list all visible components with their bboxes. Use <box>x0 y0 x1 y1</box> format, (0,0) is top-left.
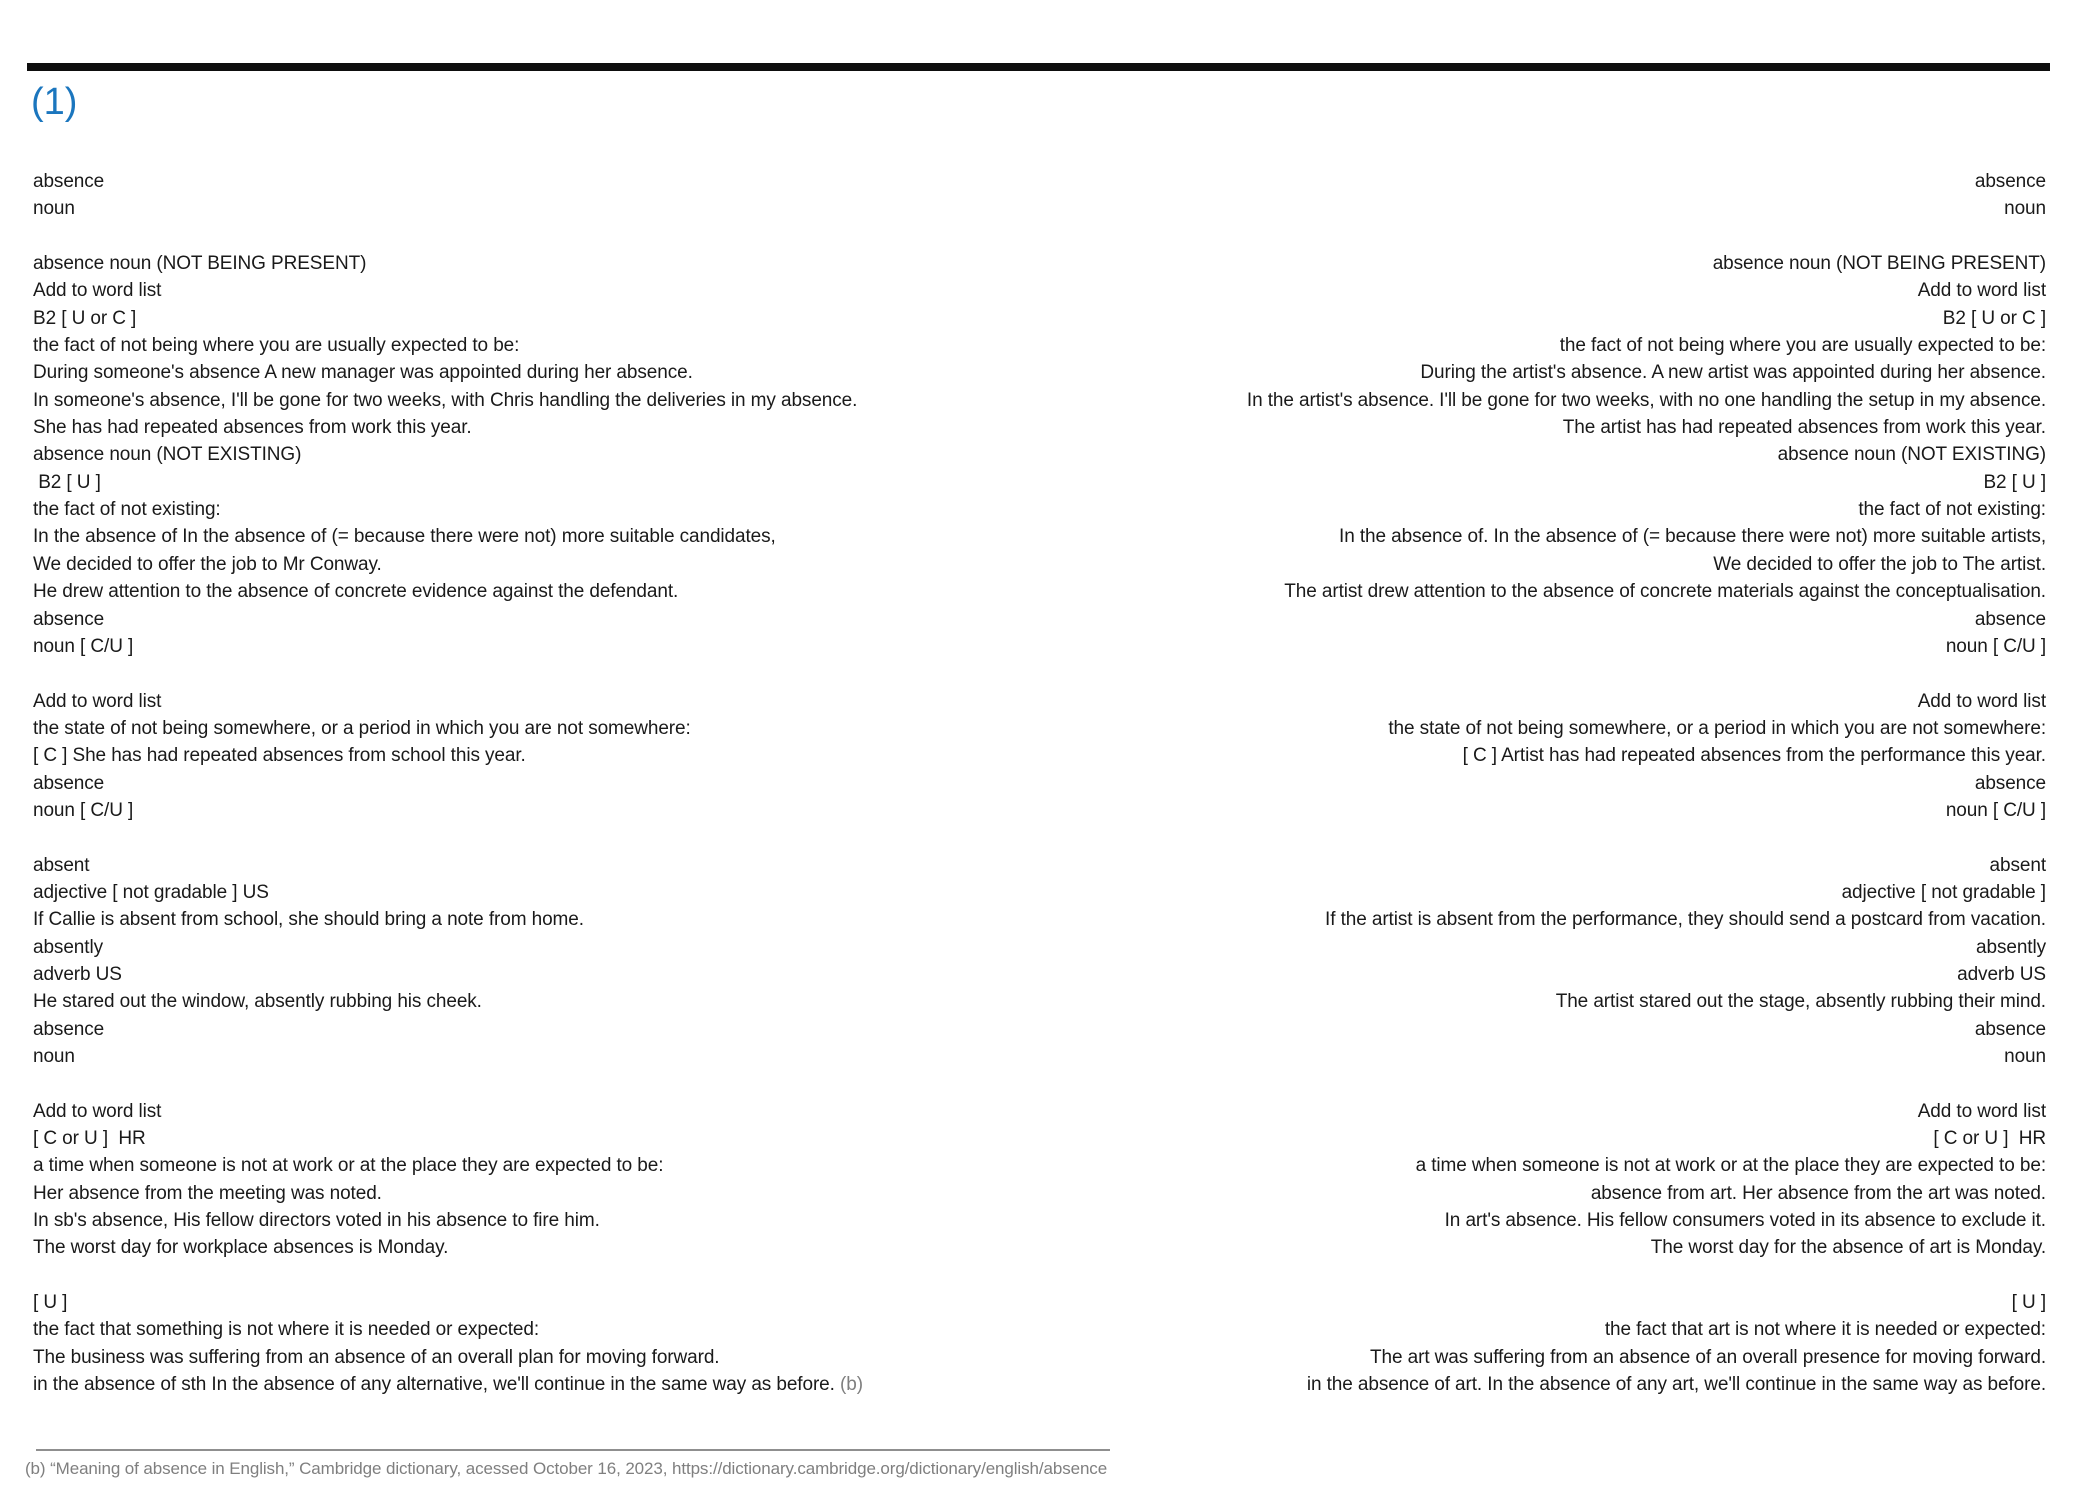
text-line: If Callie is absent from school, she should bring a note from home. <box>33 909 584 931</box>
text-line: She has had repeated absences from work this year. <box>33 417 472 439</box>
text-line: absence <box>1974 608 2046 630</box>
text-line: The business was suffering from an absence of an overall plan for moving forward. <box>33 1346 720 1368</box>
text-line: If the artist is absent from the performance, they should send a postcard from vacation. <box>1325 909 2046 931</box>
text-line: the fact of not being where you are usually expected to be: <box>33 335 520 357</box>
text-line: absence <box>33 772 105 794</box>
text-line: [ C ] She has had repeated absences from school this year. <box>33 745 526 767</box>
text-line: the state of not being somewhere, or a period in which you are not somewhere: <box>1388 717 2046 739</box>
text-line: adverb US <box>1957 963 2046 985</box>
text-line: absence <box>1974 171 2046 192</box>
text-line <box>33 660 1040 687</box>
text-line: noun <box>33 198 75 220</box>
text-line: adjective [ not gradable ] <box>1841 881 2046 903</box>
text-line: In sb's absence, His fellow directors voted in his absence to fire him. <box>33 1210 600 1232</box>
right-dictionary-column <box>1040 168 2047 1398</box>
text-line: He stared out the window, absently rubbing his cheek. <box>33 991 482 1013</box>
text-line: During someone's absence A new manager was appointed during her absence. <box>33 362 693 384</box>
text-line: absence noun (NOT EXISTING) <box>1777 444 2046 466</box>
text-line: absently <box>1976 936 2046 958</box>
text-line: The worst day for workplace absences is Monday. <box>33 1237 449 1259</box>
text-line: He drew attention to the absence of concrete evidence against the defendant. <box>33 581 679 603</box>
text-line: the fact that something is not where it is needed or expected: <box>33 1319 540 1341</box>
text-line: The artist has had repeated absences from work this year. <box>1562 417 2046 439</box>
text-line: In the absence of In the absence of (= because there were not) more suitable candidates, <box>33 526 776 548</box>
text-line <box>1040 660 2047 687</box>
text-line: absence noun (NOT BEING PRESENT) <box>33 253 367 275</box>
text-line: The artist stared out the stage, absently rubbing their mind. <box>1555 991 2046 1013</box>
text-line-body: in the absence of sth In the absence of any alternative, we'll continue in the same way as before. <box>33 1374 840 1396</box>
text-line: B2 [ U or C ] <box>1942 307 2046 329</box>
text-line: noun [ C/U ] <box>1945 799 2046 821</box>
text-line: absence <box>33 1018 105 1040</box>
text-line: [ C or U ] HR <box>33 1128 146 1150</box>
text-line <box>1040 223 2047 250</box>
text-line: a time when someone is not at work or at the place they are expected to be: <box>1415 1155 2046 1177</box>
text-line <box>33 1371 1040 1398</box>
text-line: absence from art. Her absence from the art was noted. <box>1590 1182 2046 1204</box>
text-line: [ C ] Artist has had repeated absences from the performance this year. <box>1462 745 2046 767</box>
text-line: noun <box>33 1046 75 1067</box>
text-line: In the artist's absence. I'll be gone for two weeks, with no one handling the setup in my absence. <box>1246 389 2046 411</box>
text-line <box>33 1262 1040 1289</box>
text-line: The artist drew attention to the absence of concrete materials against the conceptualisation. <box>1284 581 2046 603</box>
text-line: [ C or U ] HR <box>1933 1128 2046 1150</box>
text-line: Add to word list <box>33 280 162 302</box>
text-line: B2 [ U ] <box>33 471 101 493</box>
text-line: Add to word list <box>33 690 162 712</box>
text-line <box>1040 1070 2047 1097</box>
text-line <box>33 1070 1040 1097</box>
text-line: We decided to offer the job to The artist. <box>1713 553 2046 575</box>
text-line: noun [ C/U ] <box>1945 635 2046 657</box>
text-line: In art's absence. His fellow consumers voted in its absence to exclude it. <box>1444 1210 2046 1232</box>
text-line: absence noun (NOT BEING PRESENT) <box>1712 253 2046 275</box>
text-line: the fact of not being where you are usually expected to be: <box>1559 335 2046 357</box>
text-line: absence <box>33 171 105 192</box>
text-line: noun <box>2004 198 2046 220</box>
text-line: [ U ] <box>2011 1292 2046 1314</box>
text-line: Add to word list <box>1917 690 2046 712</box>
section-label: (1) <box>31 81 78 123</box>
text-line: absence <box>1974 1018 2046 1040</box>
text-line: The worst day for the absence of art is Monday. <box>1650 1237 2046 1259</box>
text-line: adverb US <box>33 963 122 985</box>
text-line: B2 [ U ] <box>1983 471 2046 493</box>
text-line: the fact of not existing: <box>33 499 221 521</box>
text-line: In the absence of. In the absence of (= because there were not) more suitable artists, <box>1339 526 2046 548</box>
text-line: Add to word list <box>1917 280 2046 302</box>
text-line: [ U ] <box>33 1292 68 1314</box>
text-line: The art was suffering from an absence of an overall presence for moving forward. <box>1370 1346 2046 1368</box>
text-line: Add to word list <box>1917 1100 2046 1122</box>
footer-citation: (b) “Meaning of absence in English,” Cambridge dictionary, acessed October 16, 2023, https://dictionary.cambridge.org/dictionary/english/absence <box>25 1459 1108 1478</box>
text-line: absently <box>33 936 103 958</box>
dictionary-columns <box>33 168 2046 1398</box>
text-line: in the absence of art. In the absence of any art, we'll continue in the same way as before. <box>1306 1374 2046 1396</box>
text-line: absence noun (NOT EXISTING) <box>33 444 302 466</box>
text-line: We decided to offer the job to Mr Conway. <box>33 553 382 575</box>
text-line: a time when someone is not at work or at the place they are expected to be: <box>33 1155 664 1177</box>
top-divider-rule <box>27 63 2050 71</box>
text-line: adjective [ not gradable ] US <box>33 881 269 903</box>
text-line: noun [ C/U ] <box>33 799 134 821</box>
text-line: noun <box>2004 1046 2046 1067</box>
text-line: absent <box>1989 854 2046 876</box>
text-line <box>33 223 1040 250</box>
text-line: the fact of not existing: <box>1858 499 2046 521</box>
text-line: absence <box>33 608 105 630</box>
text-line: In someone's absence, I'll be gone for two weeks, with Chris handling the deliveries in my absence. <box>33 389 858 411</box>
text-line: absent <box>33 854 90 876</box>
left-dictionary-column <box>33 168 1040 1398</box>
text-line: Her absence from the meeting was noted. <box>33 1182 382 1204</box>
text-line <box>1040 824 2047 851</box>
text-line <box>33 824 1040 851</box>
text-line: absence <box>1974 772 2046 794</box>
citation-marker: (b) <box>840 1374 863 1396</box>
text-line: the state of not being somewhere, or a period in which you are not somewhere: <box>33 717 691 739</box>
text-line: Add to word list <box>33 1100 162 1122</box>
text-line: noun [ C/U ] <box>33 635 134 657</box>
text-line: the fact that art is not where it is needed or expected: <box>1604 1319 2046 1341</box>
text-line: During the artist's absence. A new artist was appointed during her absence. <box>1420 362 2046 384</box>
text-line <box>1040 1262 2047 1289</box>
text-line: B2 [ U or C ] <box>33 307 137 329</box>
footer-divider-rule <box>36 1449 1110 1451</box>
